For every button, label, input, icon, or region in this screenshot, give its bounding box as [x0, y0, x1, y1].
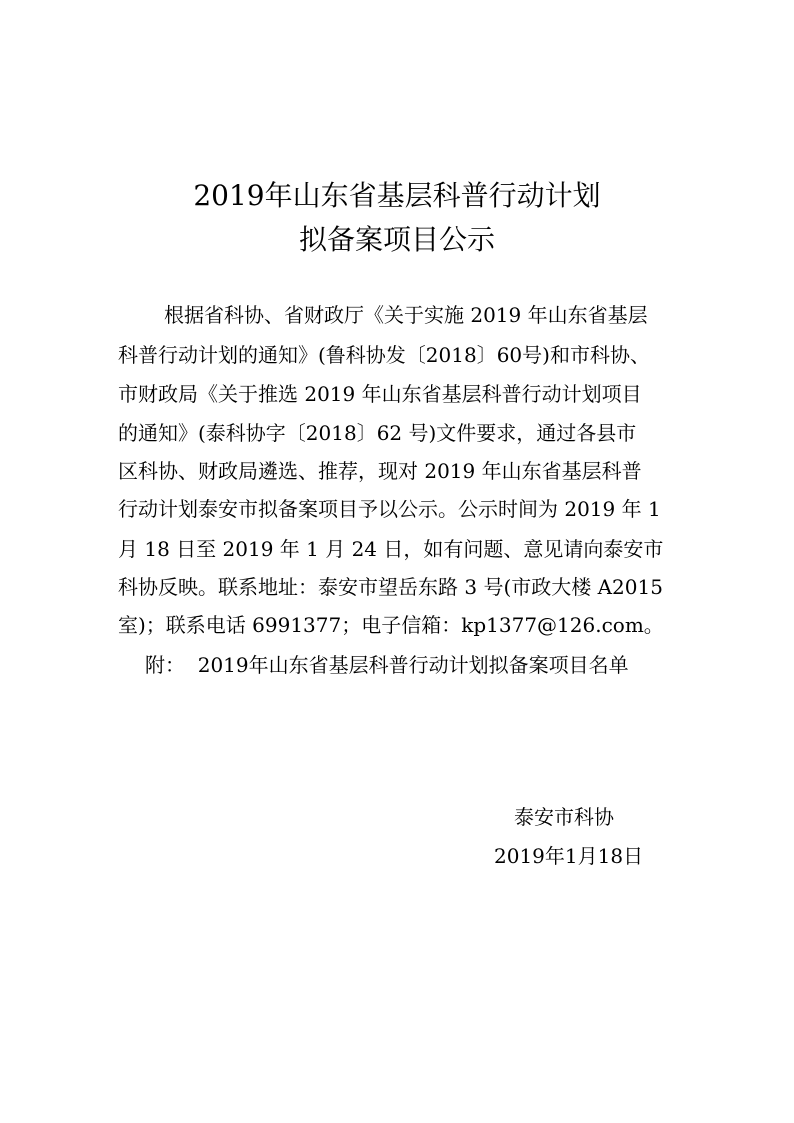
body-line-6: 行动计划泰安市拟备案项目予以公示。公示时间为 2019 年 1	[118, 497, 661, 521]
body-line-8: 科协反映。联系地址：泰安市望岳东路 3 号(市政大楼 A2015	[118, 575, 663, 599]
document-title-line-2: 拟备案项目公示	[298, 223, 495, 256]
body-line-9: 室)；联系电话 6991377；电子信箱：kp1377@126.com。	[118, 613, 664, 637]
body-line-7: 月 18 日至 2019 年 1 月 24 日，如有问题、意见请向泰安市	[118, 537, 664, 561]
body-line-3: 市财政局《关于推选 2019 年山东省基层科普行动计划项目	[118, 382, 642, 406]
body-line-5: 区科协、财政局遴选、推荐，现对 2019 年山东省基层科普	[118, 459, 642, 483]
attachment-line: 附： 2019年山东省基层科普行动计划拟备案项目名单	[145, 653, 629, 677]
body-line-4: 的通知》(泰科协字〔2018〕62 号)文件要求，通过各县市	[118, 421, 637, 445]
signature-date: 2019年1月18日	[494, 844, 644, 868]
body-line-2: 科普行动计划的通知》(鲁科协发〔2018〕60号)和市科协、	[118, 343, 650, 367]
body-line-1: 根据省科协、省财政厅《关于实施 2019 年山东省基层	[164, 303, 648, 327]
signature-organization: 泰安市科协	[514, 805, 614, 829]
document-title-line-1: 2019年山东省基层科普行动计划	[193, 179, 601, 212]
